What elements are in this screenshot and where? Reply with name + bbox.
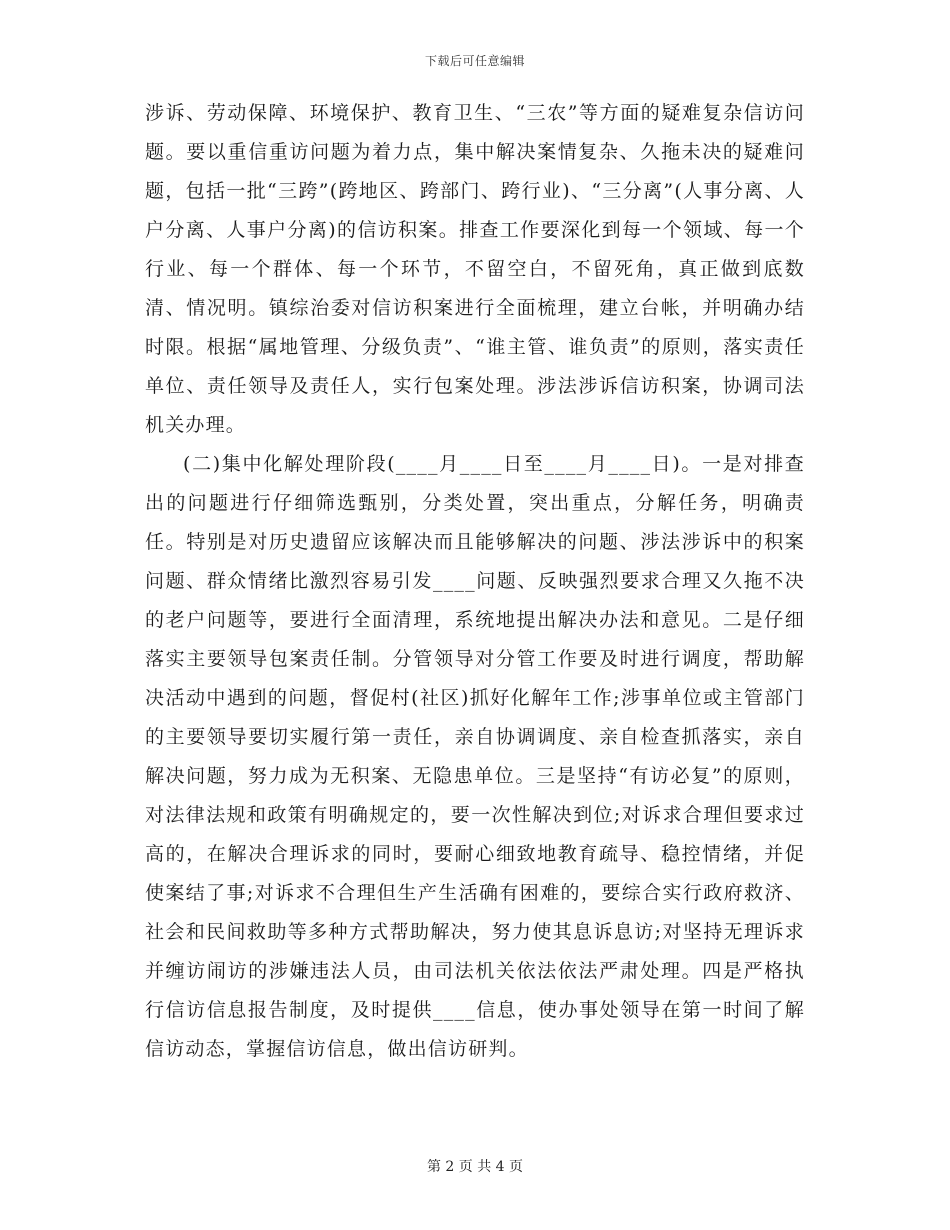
document-body bbox=[145, 94, 805, 1069]
paragraph-continuation: 涉诉、劳动保障、环境保护、教育卫生、“三农”等方面的疑难复杂信访问题。要以重信重访问题为着力点，集中解决案情复杂、久拖未决的疑难问题，包括一批“三跨”(跨地区、跨部门、跨行业)、“三分离”(人事分离、人户分离、人事户分离)的信访积案。排查工作要深化到每一个领域、每一个行业、每一个群体、每一个环节，不留空白，不留死角，真正做到底数清、情况明。镇综治委对信访积案进行全面梳理，建立台帐，并明确办结时限。根据“属地管理、分级负责”、“谁主管、谁负责”的原则，落实责任单位、责任领导及责任人，实行包案处理。涉法涉诉信访积案，协调司法机关办理。 bbox=[145, 102, 805, 436]
paragraph-stage-two: (二)集中化解处理阶段(____月____日至____月____日)。一是对排查出的问题进行仔细筛选甄别，分类处置，突出重点，分解任务，明确责任。特别是对历史遗留应该解决而且能够解决的问题、涉法涉诉中的积案问题、群众情绪比激烈容易引发____问题、反映强烈要求合理又久拖不决的老户问题等，要进行全面清理，系统地提出解决办法和意见。二是仔细落实主要领导包案责任制。分管领导对分管工作要及时进行调度，帮助解决活动中遇到的问题，督促村(社区)抓好化解年工作;涉事单位或主管部门的主要领导要切实履行第一责任，亲自协调调度、亲自检查抓落实，亲自解决问题，努力成为无积案、无隐患单位。三是坚持“有访必复”的原则，对法律法规和政策有明确规定的，要一次性解决到位;对诉求合理但要求过高的，在解决合理诉求的同时，要耐心细致地教育疏导、稳控情绪，并促使案结了事;对诉求不合理但生产生活确有困难的，要综合实行政府救济、社会和民间救助等多种方式帮助解决，努力使其息诉息访;对坚持无理诉求并缠访闹访的涉嫌违法人员，由司法机关依法依法严肃处理。四是严格执行信访信息报告制度，及时提供____信息，使办事处领导在第一时间了解信访动态，掌握信访信息，做出信访研判。 bbox=[145, 453, 805, 1060]
page-header-note: 下载后可任意编辑 bbox=[424, 54, 525, 68]
page-number-footer: 第 2 页 共 4 页 bbox=[426, 1159, 524, 1175]
